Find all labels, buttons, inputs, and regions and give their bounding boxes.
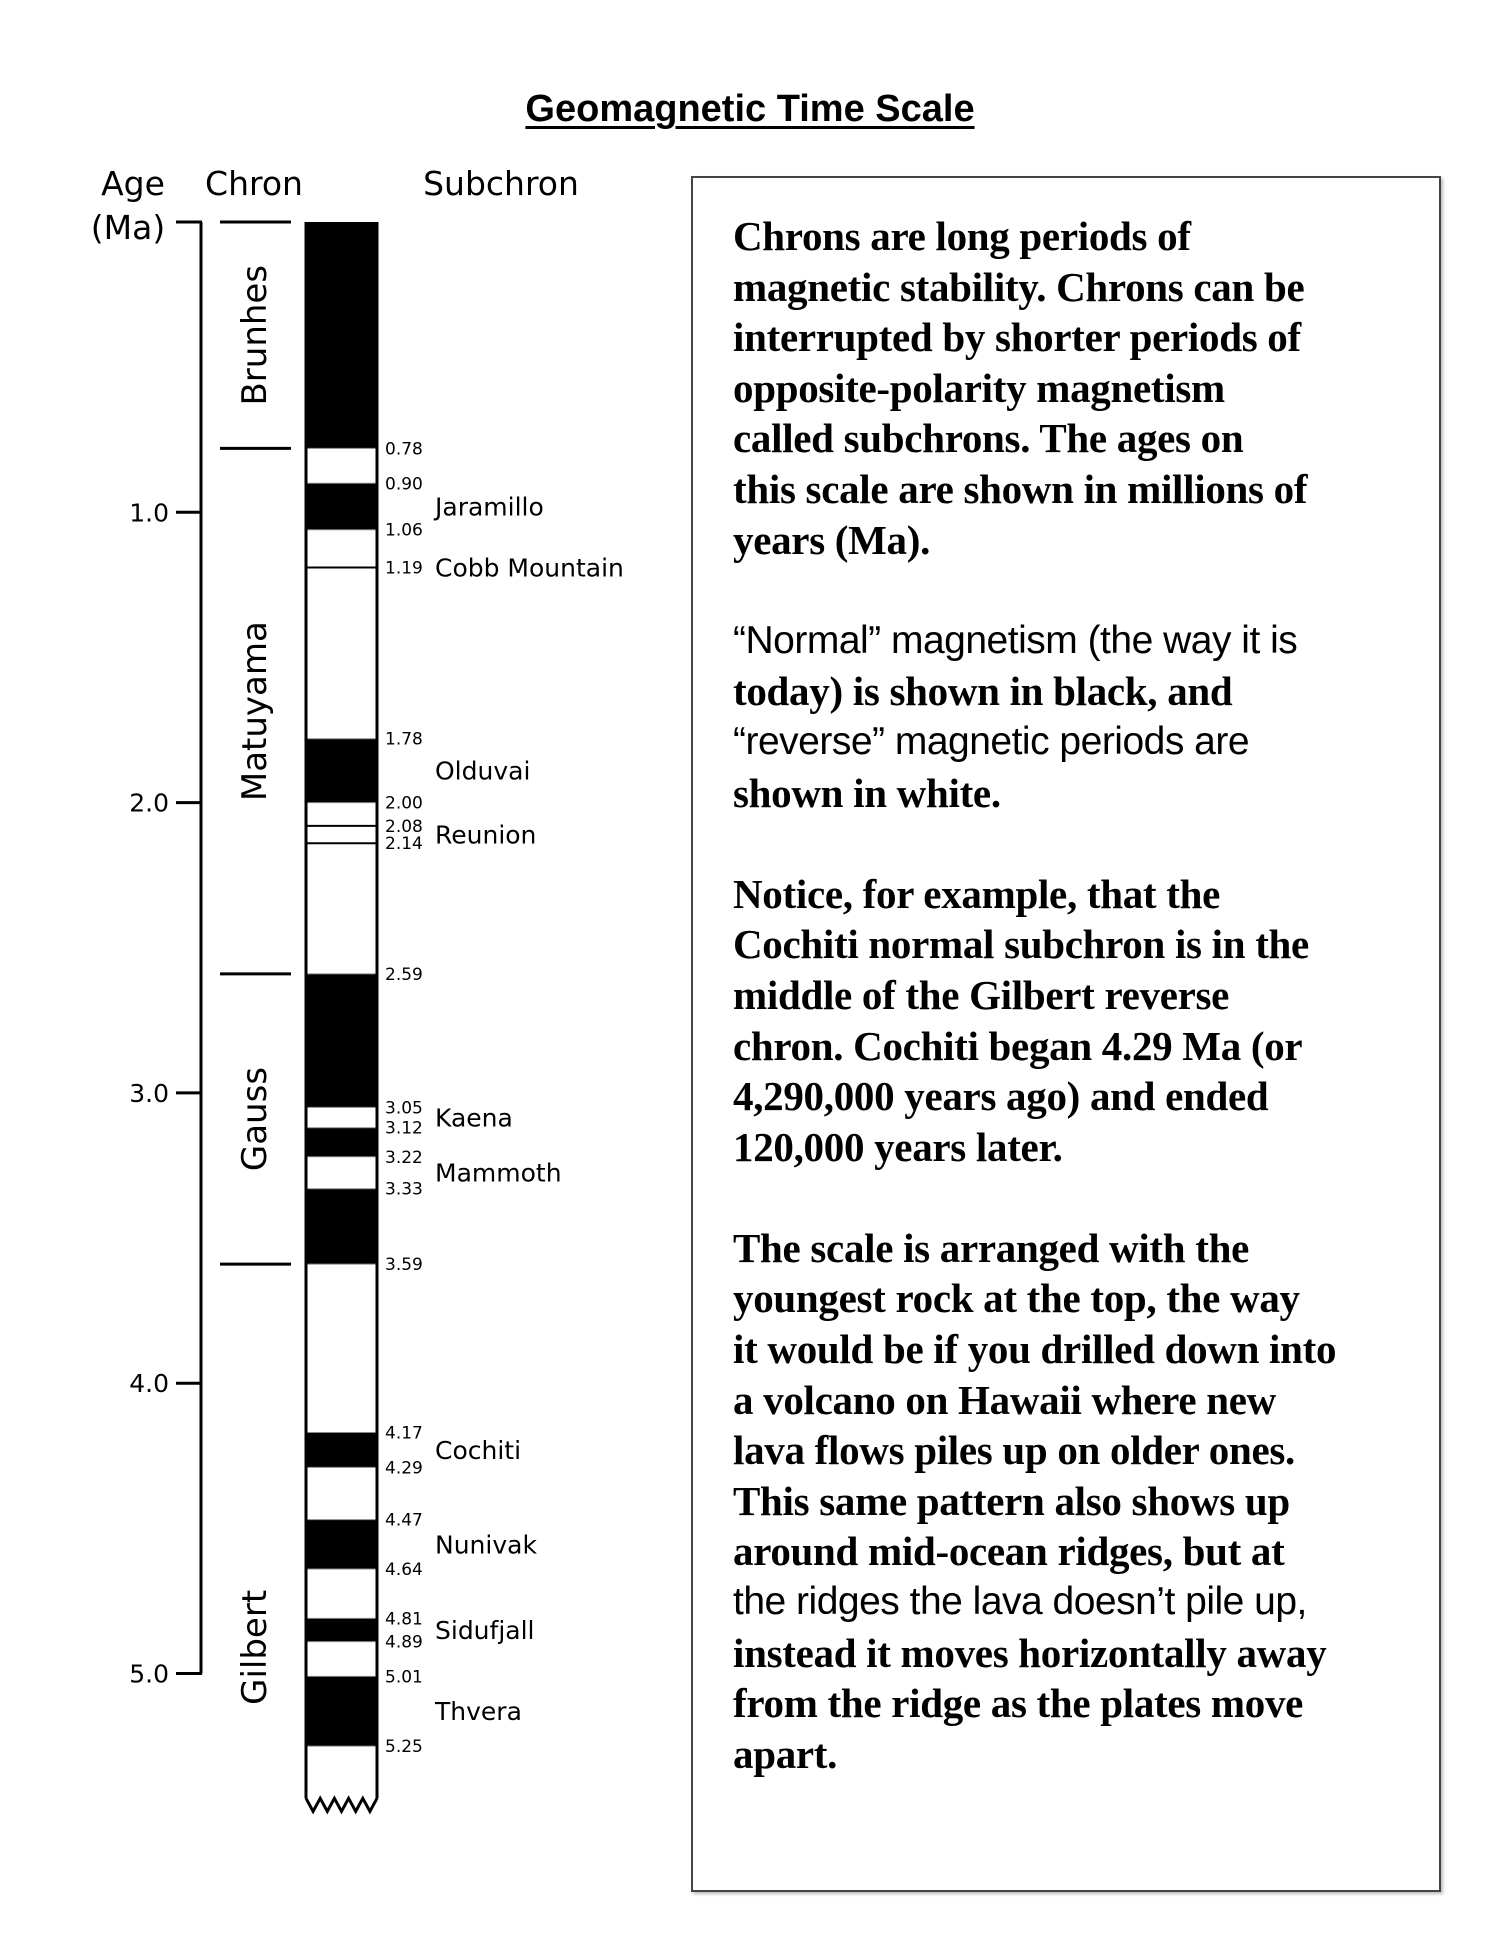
age-header: Age (101, 164, 165, 203)
normal-polarity-band (306, 222, 377, 448)
boundary-age-label: 2.14 (385, 834, 423, 855)
title-text: Geomagnetic Time Scale (525, 88, 975, 130)
text-line: a volcano on Hawaii where new (733, 1376, 1276, 1423)
text-line: today) is shown in black, and (733, 668, 1233, 715)
age-tick-label: 1.0 (129, 498, 169, 528)
explanation-text (733, 211, 1336, 1779)
polarity-scale (0, 0, 690, 1941)
paragraph-gap (733, 818, 1336, 869)
boundary-age-label: 0.78 (385, 439, 423, 460)
text-line: Cochiti normal subchron is in the (733, 921, 1309, 968)
boundary-age-label: 5.01 (385, 1667, 423, 1688)
text-line: Chrons are long periods of (733, 213, 1191, 259)
text-line: Notice, for example, that the (733, 870, 1220, 917)
age-tick-label: 2.0 (129, 788, 169, 818)
paragraph-gap (733, 565, 1336, 616)
text-line: lava flows piles up on older ones. (733, 1427, 1295, 1474)
age-tick-label: 5.0 (129, 1659, 169, 1689)
text-line: called subchrons. The ages on (733, 415, 1244, 462)
boundary-age-label: 5.25 (385, 1737, 423, 1758)
age-tick-label: 4.0 (129, 1369, 169, 1399)
boundary-age-label: 4.47 (385, 1510, 423, 1531)
zigzag-break-icon (306, 1798, 377, 1811)
subchron-label: Thvera (435, 1697, 522, 1727)
normal-polarity-band (306, 739, 377, 803)
text-line: the ridges the lava doesn’t pile up, (733, 1580, 1307, 1624)
boundary-age-label: 3.22 (385, 1147, 423, 1168)
text-line: apart. (733, 1730, 838, 1777)
text-line: chron. Cochiti began 4.29 Ma (or (733, 1022, 1303, 1069)
chron-header: Chron (205, 164, 303, 203)
text-line: years (Ma). (733, 516, 931, 563)
normal-polarity-band (306, 1189, 377, 1264)
subchron-label: Olduvai (435, 756, 531, 786)
text-line: around mid-ocean ridges, but at (733, 1528, 1285, 1575)
boundary-age-label: 1.19 (385, 558, 423, 579)
chron-label: Matuyama (235, 621, 275, 802)
boundary-age-label: 3.12 (385, 1118, 423, 1139)
boundary-age-label: 0.90 (385, 474, 423, 495)
text-line: this scale are shown in millions of (733, 465, 1308, 512)
boundary-age-label: 4.81 (385, 1609, 423, 1630)
chron-label: Gauss (235, 1066, 275, 1172)
chron-label: Brunhes (235, 264, 275, 406)
subchron-label: Mammoth (435, 1158, 562, 1188)
boundary-age-label: 4.89 (385, 1632, 423, 1653)
subchron-label: Jaramillo (435, 492, 544, 522)
subchron-label: Kaena (435, 1103, 513, 1133)
subchron-label: Reunion (435, 820, 537, 850)
text-line: interrupted by shorter periods of (733, 314, 1301, 361)
text-line: magnetic stability. Chrons can be (733, 263, 1305, 310)
text-line: shown in white. (733, 769, 1001, 816)
boundary-age-label: 2.08 (385, 816, 423, 837)
boundary-age-label: 4.29 (385, 1458, 423, 1479)
boundary-age-label: 3.59 (385, 1255, 423, 1276)
normal-polarity-band (306, 1520, 377, 1569)
age-unit-header: (Ma) (90, 208, 166, 247)
boundary-age-label: 1.06 (385, 520, 423, 541)
text-line: opposite-polarity magnetism (733, 364, 1225, 411)
text-line: “reverse” magnetic periods are (733, 719, 1250, 763)
subchron-label: Nunivak (435, 1530, 537, 1560)
boundary-age-label: 1.78 (385, 729, 423, 750)
boundary-age-label: 4.17 (385, 1423, 423, 1444)
subchron-label: Cobb Mountain (435, 553, 624, 583)
text-line: This same pattern also shows up (733, 1477, 1290, 1524)
normal-polarity-band (306, 483, 377, 529)
text-line: “Normal” magnetism (the way it is (733, 618, 1298, 662)
boundary-age-label: 2.00 (385, 793, 423, 814)
subchron-header: Subchron (423, 164, 579, 203)
explanation-box (691, 176, 1441, 1892)
boundary-age-label: 3.05 (385, 1098, 423, 1119)
boundary-age-label: 4.64 (385, 1559, 423, 1580)
subchron-label: Sidufjall (435, 1615, 535, 1645)
normal-polarity-band (306, 1676, 377, 1746)
normal-polarity-band (306, 974, 377, 1108)
text-line: instead it moves horizontally away (733, 1629, 1327, 1676)
boundary-age-label: 2.59 (385, 964, 423, 985)
text-line: middle of the Gilbert reverse (733, 971, 1230, 1018)
normal-polarity-band (306, 1128, 377, 1157)
text-line: 120,000 years later. (733, 1123, 1063, 1170)
text-line: The scale is arranged with the (733, 1224, 1249, 1271)
age-tick-label: 3.0 (129, 1078, 169, 1108)
text-line: from the ridge as the plates move (733, 1680, 1304, 1727)
normal-polarity-band (306, 1618, 377, 1641)
text-line: youngest rock at the top, the way (733, 1275, 1300, 1322)
chron-label: Gilbert (235, 1589, 275, 1705)
paragraph-gap (733, 1172, 1336, 1223)
boundary-age-label: 3.33 (385, 1179, 423, 1200)
subchron-label: Cochiti (435, 1435, 522, 1465)
text-line: it would be if you drilled down into (733, 1326, 1337, 1373)
text-line: 4,290,000 years ago) and ended (733, 1073, 1269, 1120)
normal-polarity-band (306, 1433, 377, 1468)
